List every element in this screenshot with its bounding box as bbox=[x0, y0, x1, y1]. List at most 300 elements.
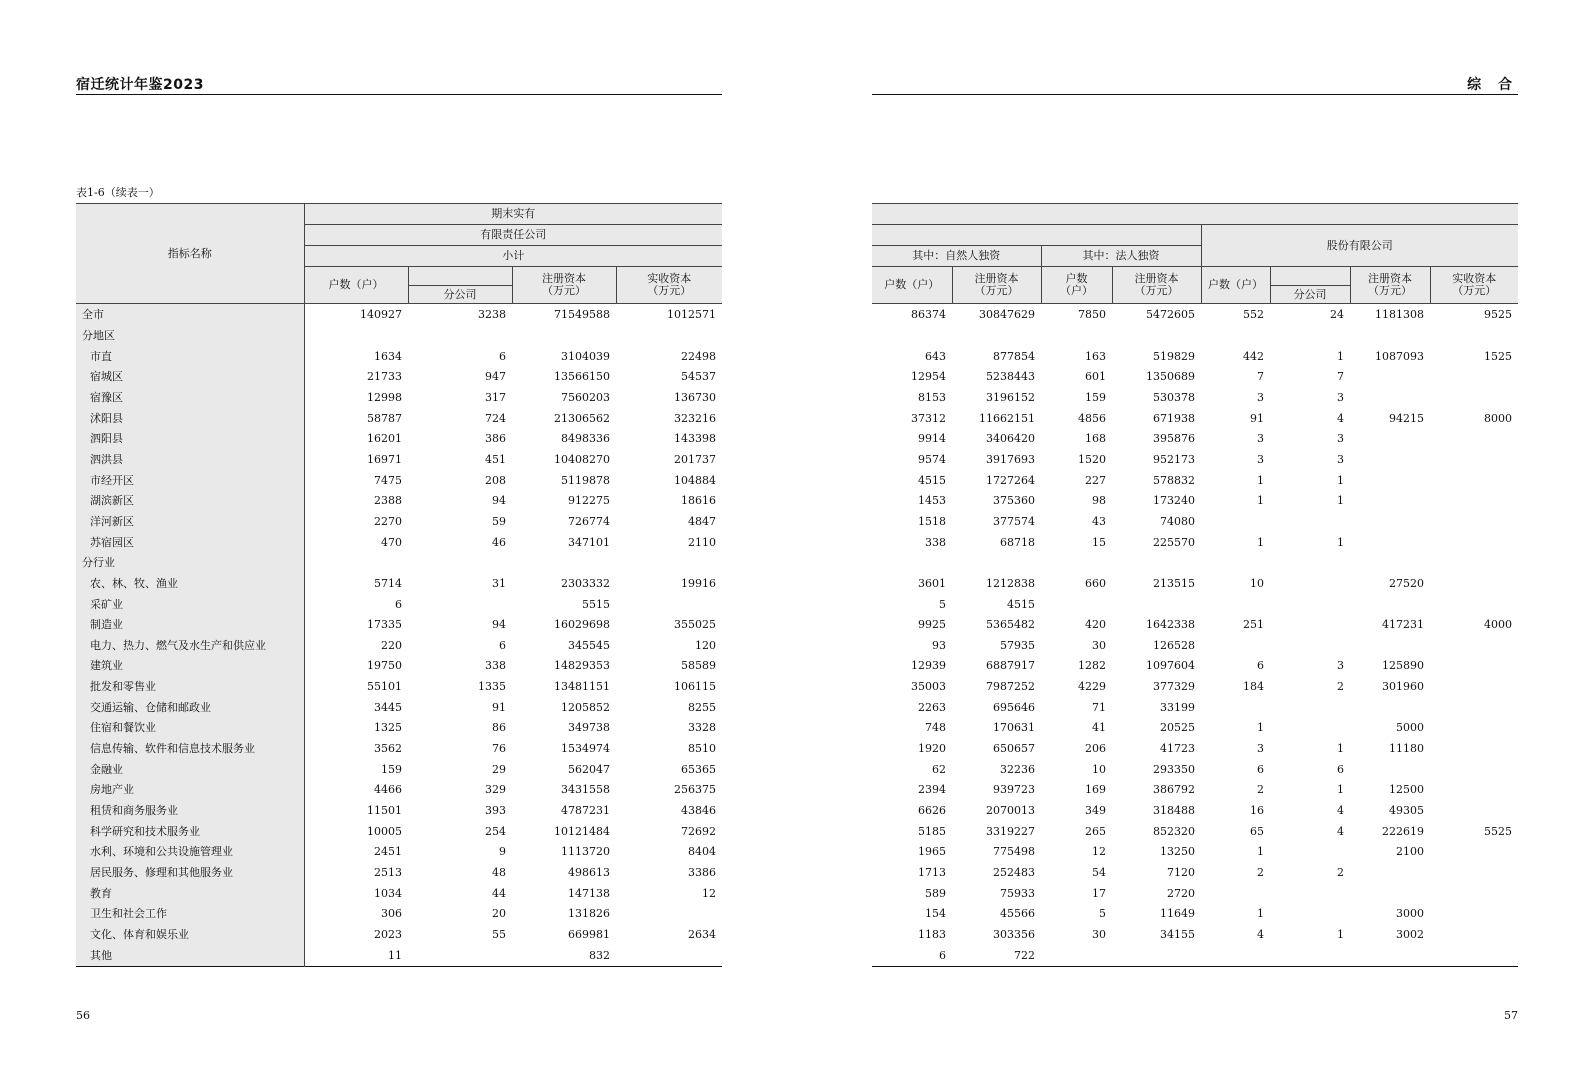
row-value: 12 bbox=[702, 886, 716, 900]
row-value: 1 bbox=[1337, 535, 1344, 549]
row-value: 4 bbox=[1337, 411, 1344, 425]
row-value: 947 bbox=[485, 370, 506, 384]
row-name: 建筑业 bbox=[76, 656, 304, 677]
row-value bbox=[1430, 656, 1518, 677]
yearbook-title: 宿迁统计年鉴2023 bbox=[76, 77, 204, 93]
row-value bbox=[1350, 429, 1430, 450]
row-value: 1 bbox=[1337, 783, 1344, 797]
row-value: 5119878 bbox=[561, 473, 610, 487]
row-value: 8404 bbox=[688, 845, 716, 859]
row-value: 470 bbox=[381, 535, 402, 549]
row-value: 2720 bbox=[1167, 886, 1195, 900]
row-value: 58787 bbox=[367, 411, 402, 425]
row-value bbox=[1350, 367, 1430, 388]
row-value: 852320 bbox=[1153, 824, 1195, 838]
row-value: 442 bbox=[1243, 349, 1264, 363]
row-value: 6 bbox=[1257, 762, 1264, 776]
table-row bbox=[76, 759, 722, 780]
row-value: 41723 bbox=[1160, 742, 1195, 756]
row-value: 3 bbox=[1337, 452, 1344, 466]
row-value: 9 bbox=[499, 845, 506, 859]
row-value bbox=[1430, 718, 1518, 739]
table-row bbox=[76, 326, 722, 347]
row-value: 15 bbox=[1092, 535, 1106, 549]
row-value: 1920 bbox=[918, 742, 946, 756]
row-value bbox=[304, 326, 408, 347]
row-value: 7120 bbox=[1167, 866, 1195, 880]
row-value: 12998 bbox=[367, 390, 402, 404]
row-name: 交通运输、仓储和邮政业 bbox=[76, 697, 304, 718]
row-value: 451 bbox=[485, 452, 506, 466]
row-value: 220 bbox=[381, 638, 402, 652]
row-value bbox=[1201, 594, 1270, 615]
row-value: 4515 bbox=[1007, 597, 1035, 611]
row-value: 1282 bbox=[1078, 659, 1106, 673]
table-row bbox=[872, 326, 1518, 347]
row-value bbox=[616, 945, 722, 966]
row-value: 17 bbox=[1092, 886, 1106, 900]
row-value bbox=[1430, 636, 1518, 657]
row-value: 254 bbox=[485, 824, 506, 838]
table-row bbox=[76, 801, 722, 822]
row-value: 6626 bbox=[918, 804, 946, 818]
row-value: 7987252 bbox=[986, 680, 1035, 694]
row-name: 卫生和社会工作 bbox=[76, 904, 304, 925]
row-value: 3601 bbox=[918, 576, 946, 590]
row-value: 120 bbox=[695, 638, 716, 652]
row-value: 43846 bbox=[681, 804, 716, 818]
table-row bbox=[76, 842, 722, 863]
row-value bbox=[1430, 470, 1518, 491]
row-value: 98 bbox=[1092, 494, 1106, 508]
table-row bbox=[872, 491, 1518, 512]
row-value: 601 bbox=[1085, 370, 1106, 384]
row-name: 分行业 bbox=[76, 553, 304, 574]
header-js-branch bbox=[1270, 267, 1350, 304]
row-value: 9525 bbox=[1484, 308, 1512, 322]
row-value: 143398 bbox=[674, 432, 716, 446]
row-name: 洋河新区 bbox=[76, 512, 304, 533]
row-value: 91 bbox=[1250, 411, 1264, 425]
row-value: 19916 bbox=[681, 576, 716, 590]
row-value: 345545 bbox=[568, 638, 610, 652]
row-value: 94 bbox=[492, 494, 506, 508]
row-name: 农、林、牧、渔业 bbox=[76, 574, 304, 595]
row-value: 106115 bbox=[674, 680, 716, 694]
row-value: 125890 bbox=[1382, 659, 1424, 673]
row-value: 12939 bbox=[911, 659, 946, 673]
row-value: 1534974 bbox=[561, 742, 610, 756]
row-value: 43 bbox=[1092, 514, 1106, 528]
row-value bbox=[1270, 945, 1350, 966]
row-value bbox=[1430, 450, 1518, 471]
row-value: 6 bbox=[499, 638, 506, 652]
row-value: 5 bbox=[939, 597, 946, 611]
row-name: 制造业 bbox=[76, 615, 304, 636]
row-value: 1 bbox=[1337, 494, 1344, 508]
row-value bbox=[1201, 326, 1270, 347]
row-value bbox=[1350, 553, 1430, 574]
table-row bbox=[76, 553, 722, 574]
row-value: 530378 bbox=[1153, 390, 1195, 404]
row-value: 1183 bbox=[918, 928, 946, 942]
row-value bbox=[616, 326, 722, 347]
header-np-registered-label: 注册资本 bbox=[974, 272, 1019, 285]
table-row bbox=[872, 759, 1518, 780]
row-value: 1965 bbox=[918, 845, 946, 859]
row-value: 68718 bbox=[1000, 535, 1035, 549]
header-blank-2 bbox=[872, 225, 1201, 246]
row-value: 775498 bbox=[993, 845, 1035, 859]
row-value: 10 bbox=[1250, 576, 1264, 590]
row-value: 695646 bbox=[993, 700, 1035, 714]
row-value: 5714 bbox=[374, 576, 402, 590]
row-name: 科学研究和技术服务业 bbox=[76, 821, 304, 842]
row-value: 33199 bbox=[1160, 700, 1195, 714]
row-value: 5 bbox=[1099, 907, 1106, 921]
row-value bbox=[1041, 594, 1112, 615]
header-lp-registered bbox=[1112, 267, 1201, 304]
row-value: 5238443 bbox=[986, 370, 1035, 384]
table-row bbox=[76, 615, 722, 636]
table-row bbox=[76, 450, 722, 471]
row-value: 86374 bbox=[911, 308, 946, 322]
row-value bbox=[1430, 863, 1518, 884]
row-value: 5185 bbox=[918, 824, 946, 838]
table-row bbox=[76, 945, 722, 966]
row-value: 395876 bbox=[1153, 432, 1195, 446]
row-value: 11180 bbox=[1389, 742, 1424, 756]
row-value bbox=[1201, 697, 1270, 718]
row-value: 18616 bbox=[681, 494, 716, 508]
row-value: 562047 bbox=[568, 762, 610, 776]
row-value: 104884 bbox=[674, 473, 716, 487]
row-value: 3 bbox=[1337, 659, 1344, 673]
row-value: 45566 bbox=[1000, 907, 1035, 921]
row-value: 21306562 bbox=[554, 411, 610, 425]
table-row bbox=[872, 388, 1518, 409]
row-value: 93 bbox=[932, 638, 946, 652]
row-value: 3 bbox=[1257, 432, 1264, 446]
header-company-type: 有限责任公司 bbox=[304, 225, 722, 246]
row-value: 2 bbox=[1337, 680, 1344, 694]
row-value bbox=[872, 326, 952, 347]
header-period-end: 期末实有 bbox=[304, 204, 722, 225]
row-value: 4856 bbox=[1078, 411, 1106, 425]
row-name: 教育 bbox=[76, 883, 304, 904]
row-value: 173240 bbox=[1153, 494, 1195, 508]
row-value: 1 bbox=[1337, 742, 1344, 756]
row-value bbox=[1112, 594, 1201, 615]
row-value: 11501 bbox=[367, 804, 402, 818]
row-value: 4 bbox=[1337, 824, 1344, 838]
row-value: 65365 bbox=[681, 762, 716, 776]
row-value: 54 bbox=[1092, 866, 1106, 880]
row-value bbox=[1270, 697, 1350, 718]
row-value: 9925 bbox=[918, 618, 946, 632]
row-value: 355025 bbox=[674, 618, 716, 632]
row-value bbox=[1350, 697, 1430, 718]
row-value: 8153 bbox=[918, 390, 946, 404]
table-row bbox=[76, 821, 722, 842]
row-value: 3917693 bbox=[986, 452, 1035, 466]
header-joint-stock: 股份有限公司 bbox=[1201, 225, 1518, 267]
row-value: 301960 bbox=[1382, 680, 1424, 694]
row-value: 168 bbox=[1085, 432, 1106, 446]
row-value: 349 bbox=[1085, 804, 1106, 818]
row-value bbox=[1430, 512, 1518, 533]
table-row bbox=[872, 780, 1518, 801]
row-value: 3 bbox=[1257, 742, 1264, 756]
row-value: 201737 bbox=[674, 452, 716, 466]
header-js-registered-label: 注册资本 bbox=[1368, 272, 1412, 285]
row-value bbox=[616, 553, 722, 574]
row-value bbox=[1350, 388, 1430, 409]
row-value bbox=[1201, 945, 1270, 966]
row-value: 643 bbox=[925, 349, 946, 363]
table-row bbox=[872, 304, 1518, 326]
row-value: 1 bbox=[1257, 845, 1264, 859]
row-value: 71 bbox=[1092, 700, 1106, 714]
row-value bbox=[616, 594, 722, 615]
row-value bbox=[1350, 512, 1430, 533]
table-row bbox=[76, 429, 722, 450]
row-value bbox=[1350, 594, 1430, 615]
row-value: 1525 bbox=[1484, 349, 1512, 363]
row-value: 329 bbox=[485, 783, 506, 797]
row-value: 1 bbox=[1337, 473, 1344, 487]
row-value: 13566150 bbox=[554, 370, 610, 384]
row-value bbox=[1430, 925, 1518, 946]
row-value bbox=[1041, 326, 1112, 347]
running-head-left bbox=[76, 74, 722, 95]
row-value bbox=[1430, 697, 1518, 718]
row-name: 采矿业 bbox=[76, 594, 304, 615]
row-value: 2270 bbox=[374, 514, 402, 528]
statistics-table-left bbox=[76, 203, 722, 967]
row-value: 1335 bbox=[478, 680, 506, 694]
row-name: 其他 bbox=[76, 945, 304, 966]
row-value bbox=[1430, 904, 1518, 925]
row-value bbox=[1201, 512, 1270, 533]
row-value: 6 bbox=[395, 597, 402, 611]
row-value bbox=[952, 553, 1041, 574]
row-value: 1 bbox=[1337, 928, 1344, 942]
row-value: 12500 bbox=[1389, 783, 1424, 797]
row-value bbox=[1430, 780, 1518, 801]
row-value: 16201 bbox=[367, 432, 402, 446]
row-value: 2023 bbox=[374, 928, 402, 942]
row-value bbox=[408, 326, 512, 347]
row-value: 72692 bbox=[681, 824, 716, 838]
table-row bbox=[872, 883, 1518, 904]
header-paid-capital-label: 实收资本 bbox=[647, 272, 692, 285]
header-js-paid-unit: （万元） bbox=[1452, 284, 1497, 297]
row-value: 4787231 bbox=[561, 804, 610, 818]
row-value bbox=[1430, 945, 1518, 966]
row-value: 9574 bbox=[918, 452, 946, 466]
row-name: 住宿和餐饮业 bbox=[76, 718, 304, 739]
row-value bbox=[1112, 326, 1201, 347]
row-value bbox=[1201, 883, 1270, 904]
row-value: 1 bbox=[1257, 907, 1264, 921]
row-value bbox=[1270, 636, 1350, 657]
row-value: 1713 bbox=[918, 866, 946, 880]
row-value: 3328 bbox=[688, 721, 716, 735]
row-value: 222619 bbox=[1382, 824, 1424, 838]
row-value: 55 bbox=[492, 928, 506, 942]
row-name: 湖滨新区 bbox=[76, 491, 304, 512]
row-value: 147138 bbox=[568, 886, 610, 900]
table-row bbox=[76, 408, 722, 429]
row-value: 14829353 bbox=[554, 659, 610, 673]
table-row bbox=[76, 304, 722, 326]
row-value: 1087093 bbox=[1375, 349, 1424, 363]
row-value: 7560203 bbox=[561, 390, 610, 404]
row-value: 8510 bbox=[688, 742, 716, 756]
row-value bbox=[1430, 491, 1518, 512]
table-row bbox=[76, 594, 722, 615]
table-row bbox=[872, 408, 1518, 429]
row-value: 6 bbox=[1257, 659, 1264, 673]
row-value: 724 bbox=[485, 411, 506, 425]
row-value: 4466 bbox=[374, 783, 402, 797]
row-value: 21733 bbox=[367, 370, 402, 384]
row-value: 1634 bbox=[374, 349, 402, 363]
row-value: 832 bbox=[589, 948, 610, 962]
header-paid-capital-unit: （万元） bbox=[647, 284, 692, 297]
row-name: 宿城区 bbox=[76, 367, 304, 388]
row-value: 1113720 bbox=[561, 845, 610, 859]
header-np-registered-unit: （万元） bbox=[974, 284, 1019, 297]
header-js-households: 户数（户） bbox=[1201, 267, 1270, 304]
row-value: 1350689 bbox=[1146, 370, 1195, 384]
row-value: 140927 bbox=[360, 308, 402, 322]
row-value bbox=[872, 553, 952, 574]
row-value bbox=[304, 553, 408, 574]
row-value bbox=[616, 904, 722, 925]
table-row bbox=[872, 656, 1518, 677]
row-value: 4515 bbox=[918, 473, 946, 487]
row-value: 20525 bbox=[1160, 721, 1195, 735]
row-value: 1325 bbox=[374, 721, 402, 735]
table-row bbox=[76, 636, 722, 657]
row-value: 2303332 bbox=[561, 576, 610, 590]
row-value: 227 bbox=[1085, 473, 1106, 487]
row-value: 3238 bbox=[478, 308, 506, 322]
row-value: 1205852 bbox=[561, 700, 610, 714]
statistics-table-right bbox=[872, 203, 1518, 967]
row-value: 3 bbox=[1257, 390, 1264, 404]
row-value: 1518 bbox=[918, 514, 946, 528]
row-name: 文化、体育和娱乐业 bbox=[76, 925, 304, 946]
row-value: 76 bbox=[492, 742, 506, 756]
row-value bbox=[952, 326, 1041, 347]
row-value: 939723 bbox=[993, 783, 1035, 797]
row-value: 4847 bbox=[688, 514, 716, 528]
row-value: 2634 bbox=[688, 928, 716, 942]
page-number-left: 56 bbox=[76, 1009, 90, 1022]
row-value: 4229 bbox=[1078, 680, 1106, 694]
row-value bbox=[1350, 636, 1430, 657]
row-value: 24 bbox=[1330, 308, 1344, 322]
header-subtotal: 小计 bbox=[304, 246, 722, 267]
row-value: 3319227 bbox=[986, 824, 1035, 838]
row-value: 4 bbox=[1257, 928, 1264, 942]
header-registered-capital bbox=[512, 267, 616, 304]
row-value: 1012571 bbox=[667, 308, 716, 322]
row-value: 323216 bbox=[674, 411, 716, 425]
row-value bbox=[1041, 553, 1112, 574]
table-row bbox=[872, 697, 1518, 718]
row-value: 2100 bbox=[1396, 845, 1424, 859]
header-js-registered bbox=[1350, 267, 1430, 304]
table-row bbox=[76, 470, 722, 491]
table-row bbox=[872, 574, 1518, 595]
row-value: 589 bbox=[925, 886, 946, 900]
table-row bbox=[76, 656, 722, 677]
row-value: 6 bbox=[499, 349, 506, 363]
row-value bbox=[408, 553, 512, 574]
header-paid-capital bbox=[616, 267, 722, 304]
table-body-right bbox=[872, 304, 1518, 967]
section-title: 综 合 bbox=[1467, 77, 1518, 93]
row-value: 184 bbox=[1243, 680, 1264, 694]
row-value bbox=[1270, 883, 1350, 904]
table-row bbox=[76, 863, 722, 884]
row-value: 27520 bbox=[1389, 576, 1424, 590]
header-households-label: 户数（户） bbox=[328, 278, 384, 291]
row-value: 58589 bbox=[681, 659, 716, 673]
row-value: 375360 bbox=[993, 494, 1035, 508]
row-value: 8498336 bbox=[561, 432, 610, 446]
row-value: 48 bbox=[492, 866, 506, 880]
row-name: 市经开区 bbox=[76, 470, 304, 491]
left-page bbox=[76, 0, 722, 1077]
row-name: 宿豫区 bbox=[76, 388, 304, 409]
row-value bbox=[408, 945, 512, 966]
row-value: 131826 bbox=[568, 907, 610, 921]
table-row bbox=[872, 718, 1518, 739]
row-value: 206 bbox=[1085, 742, 1106, 756]
row-value: 3002 bbox=[1396, 928, 1424, 942]
row-value: 7 bbox=[1257, 370, 1264, 384]
row-value bbox=[1350, 863, 1430, 884]
header-branch-label: 分公司 bbox=[409, 285, 512, 303]
row-value bbox=[1430, 842, 1518, 863]
row-value: 5472605 bbox=[1146, 308, 1195, 322]
table-row bbox=[872, 677, 1518, 698]
row-value: 8255 bbox=[688, 700, 716, 714]
row-value bbox=[1350, 470, 1430, 491]
row-value: 377574 bbox=[993, 514, 1035, 528]
page-number-right: 57 bbox=[1504, 1009, 1518, 1022]
row-value: 208 bbox=[485, 473, 506, 487]
table-row bbox=[76, 574, 722, 595]
row-value bbox=[1041, 945, 1112, 966]
row-value: 4 bbox=[1337, 804, 1344, 818]
row-value: 669981 bbox=[568, 928, 610, 942]
row-value bbox=[1430, 553, 1518, 574]
row-value: 16971 bbox=[367, 452, 402, 466]
header-lp-registered-unit: （万元） bbox=[1134, 284, 1179, 297]
row-value: 952173 bbox=[1153, 452, 1195, 466]
header-registered-capital-unit: （万元） bbox=[542, 284, 586, 297]
table-row bbox=[76, 883, 722, 904]
row-value: 3 bbox=[1257, 452, 1264, 466]
header-branch bbox=[408, 267, 512, 304]
header-lp-households-label: 户数 bbox=[1065, 272, 1088, 285]
